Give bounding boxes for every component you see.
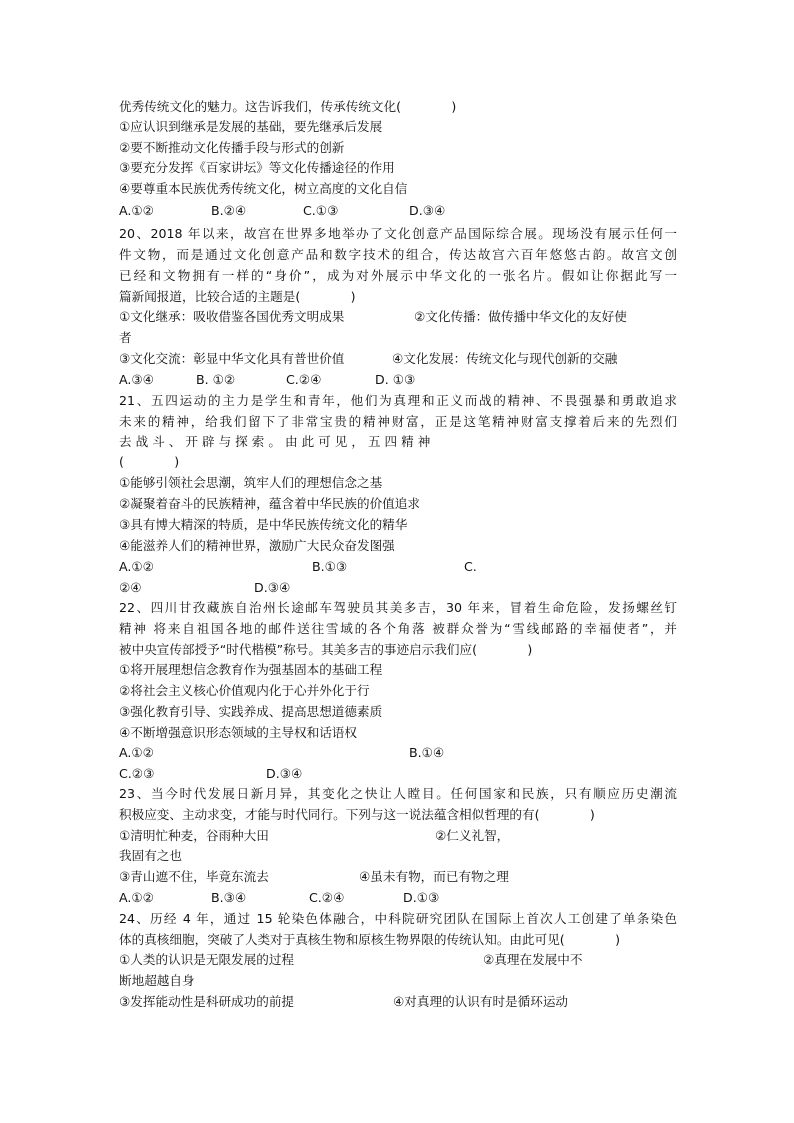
q21-stem-line-1: 21、五四运动的主力是学生和青年，他们为真理和正义而战的精神、不畏强暴和勇敢追求 [119,393,677,408]
q19-stem: 优秀传统文化的魅力。这告诉我们，传承传统文化( ) [119,99,457,114]
q23-answer-c: C.②④ [309,890,345,905]
q20-option-4: ④文化发展：传统文化与现代创新的交融 [392,351,618,366]
q20-stem-line-4: 篇新闻报道，比较合适的主题是( ) [119,289,356,304]
q21-option-1: ①能够引领社会思潮，筑牢人们的理想信念之基 [119,475,383,490]
q22-answer-a: A.①② [119,745,154,760]
q21-stem-line-4: ( ) [119,454,180,469]
q24-option-1: ①人类的认识是无限发展的过程 [119,952,295,967]
q21-answer-a: A.①② [119,559,154,574]
q24-option-3: ③发挥能动性是科研成功的前提 [119,994,295,1009]
q20-stem-line-2: 件文物，而是通过文化创意产品和数字技术的组合，传达故宫六百年悠悠古韵。故宫文创 [119,247,677,262]
q22-stem-line-3: 被中央宣传部授予“时代楷模”称号。其美多吉的事迹启示我们应( ) [119,642,533,657]
q24-option-2: ②真理在发展中不 [483,952,583,967]
q22-answer-d: D.③④ [266,766,303,781]
q20-answer-d: D. ①③ [375,372,416,387]
q23-option-1: ①清明忙种麦，谷雨种大田 [119,828,269,843]
q21-answer-b: B.①③ [312,559,348,574]
q22-option-2: ②将社会主义核心价值观内化于心并外化于行 [119,683,370,698]
q20-stem-line-3: 已经和文物拥有一样的“身价”，成为对外展示中华文化的一张名片。假如让你据此写一 [119,268,677,283]
q21-option-3: ③具有博大精深的特质，是中华民族传统文化的精华 [119,517,408,532]
q19-answer-c: C.①③ [303,203,339,218]
q23-option-2-wrap: 我固有之也 [119,848,182,863]
q20-answer-b: B. ①② [196,372,236,387]
q19-option-4: ④要尊重本民族优秀传统文化，树立高度的文化自信 [119,181,408,196]
q21-stem-line-2: 未来的精神，给我们留下了非常宝贵的精神财富，正是这笔精神财富支撑着后来的先烈们 [119,414,677,429]
q22-option-4: ④不断增强意识形态领域的主导权和话语权 [119,725,357,740]
q22-stem-line-2: 精神 将来自祖国各地的邮件送往雪域的各个角落 被群众誉为“雪线邮路的幸福使者”，并 [119,621,677,636]
q23-option-4: ④虽未有物，而已有物之理 [359,869,509,884]
q20-option-1: ①文化继承：吸收借鉴各国优秀文明成果 [119,309,345,324]
q23-stem-line-2: 积极应变、主动求变，才能与时代同行。下列与这一说法蕴含相似哲理的有( ) [119,807,595,822]
q23-answer-a: A.①② [119,890,154,905]
q21-stem-line-3: 去 战 斗 、 开 辟 与 探 索 。 由 此 可 见 ， 五 四 精 神 [119,434,431,449]
q19-option-2: ②要不断推动文化传播手段与形式的创新 [119,140,345,155]
q19-answer-d: D.③④ [409,203,446,218]
q21-answer-c: C. [464,559,477,574]
q20-stem-line-1: 20、2018 年以来，故宫在世界多地举办了文化创意产品国际综合展。现场没有展示任何一 [119,226,677,241]
q24-stem-line-1: 24、历经 4 年，通过 15 轮染色体融合，中科院研究团队在国际上首次人工创建了单条染色 [119,911,677,926]
q22-answer-c: C.②③ [119,766,155,781]
q19-option-3: ③要充分发挥《百家讲坛》等文化传播途径的作用 [119,160,395,175]
q20-answer-c: C.②④ [286,372,322,387]
q19-option-1: ①应认识到继承是发展的基础，要先继承后发展 [119,119,383,134]
q23-option-2: ②仁义礼智， [435,828,510,843]
q23-answer-b: B.③④ [211,890,247,905]
q22-stem-line-1: 22、四川甘孜藏族自治州长途邮车驾驶员其美多吉，30 年来，冒着生命危险，发扬螺丝钉 [119,600,677,615]
q22-answer-b: B.①④ [409,745,445,760]
q20-option-2-wrap: 者 [119,330,132,345]
q20-answer-a: A.③④ [119,372,154,387]
q24-option-4: ④对真理的认识有时是循环运动 [393,994,569,1009]
q22-option-3: ③强化教育引导、实践养成、提高思想道德素质 [119,704,383,719]
q19-answer-a: A.①② [119,203,154,218]
q19-answer-b: B.②④ [211,203,247,218]
q21-answer-d: D.③④ [254,580,291,595]
q23-option-3: ③青山遮不住，毕竟东流去 [119,869,269,884]
q23-stem-line-1: 23、当今时代发展日新月异，其变化之快让人瞠目。任何国家和民族，只有顺应历史潮流 [119,786,677,801]
q22-option-1: ①将开展理想信念教育作为强基固本的基础工程 [119,662,383,677]
q21-answer-c-value: ②④ [119,580,142,595]
q20-option-3: ③文化交流：彰显中华文化具有普世价值 [119,351,345,366]
q21-option-2: ②凝聚着奋斗的民族精神，蕴含着中华民族的价值追求 [119,496,420,511]
q21-option-4: ④能滋养人们的精神世界，激励广大民众奋发图强 [119,538,395,553]
q24-stem-line-2: 体的真核细胞，突破了人类对于真核生物和原核生物界限的传统认知。由此可见( ) [119,932,620,947]
q20-option-2: ②文化传播：做传播中华文化的友好使 [414,309,627,324]
q23-answer-d: D.①③ [403,890,440,905]
q24-option-2-wrap: 断地超越自身 [119,973,195,988]
